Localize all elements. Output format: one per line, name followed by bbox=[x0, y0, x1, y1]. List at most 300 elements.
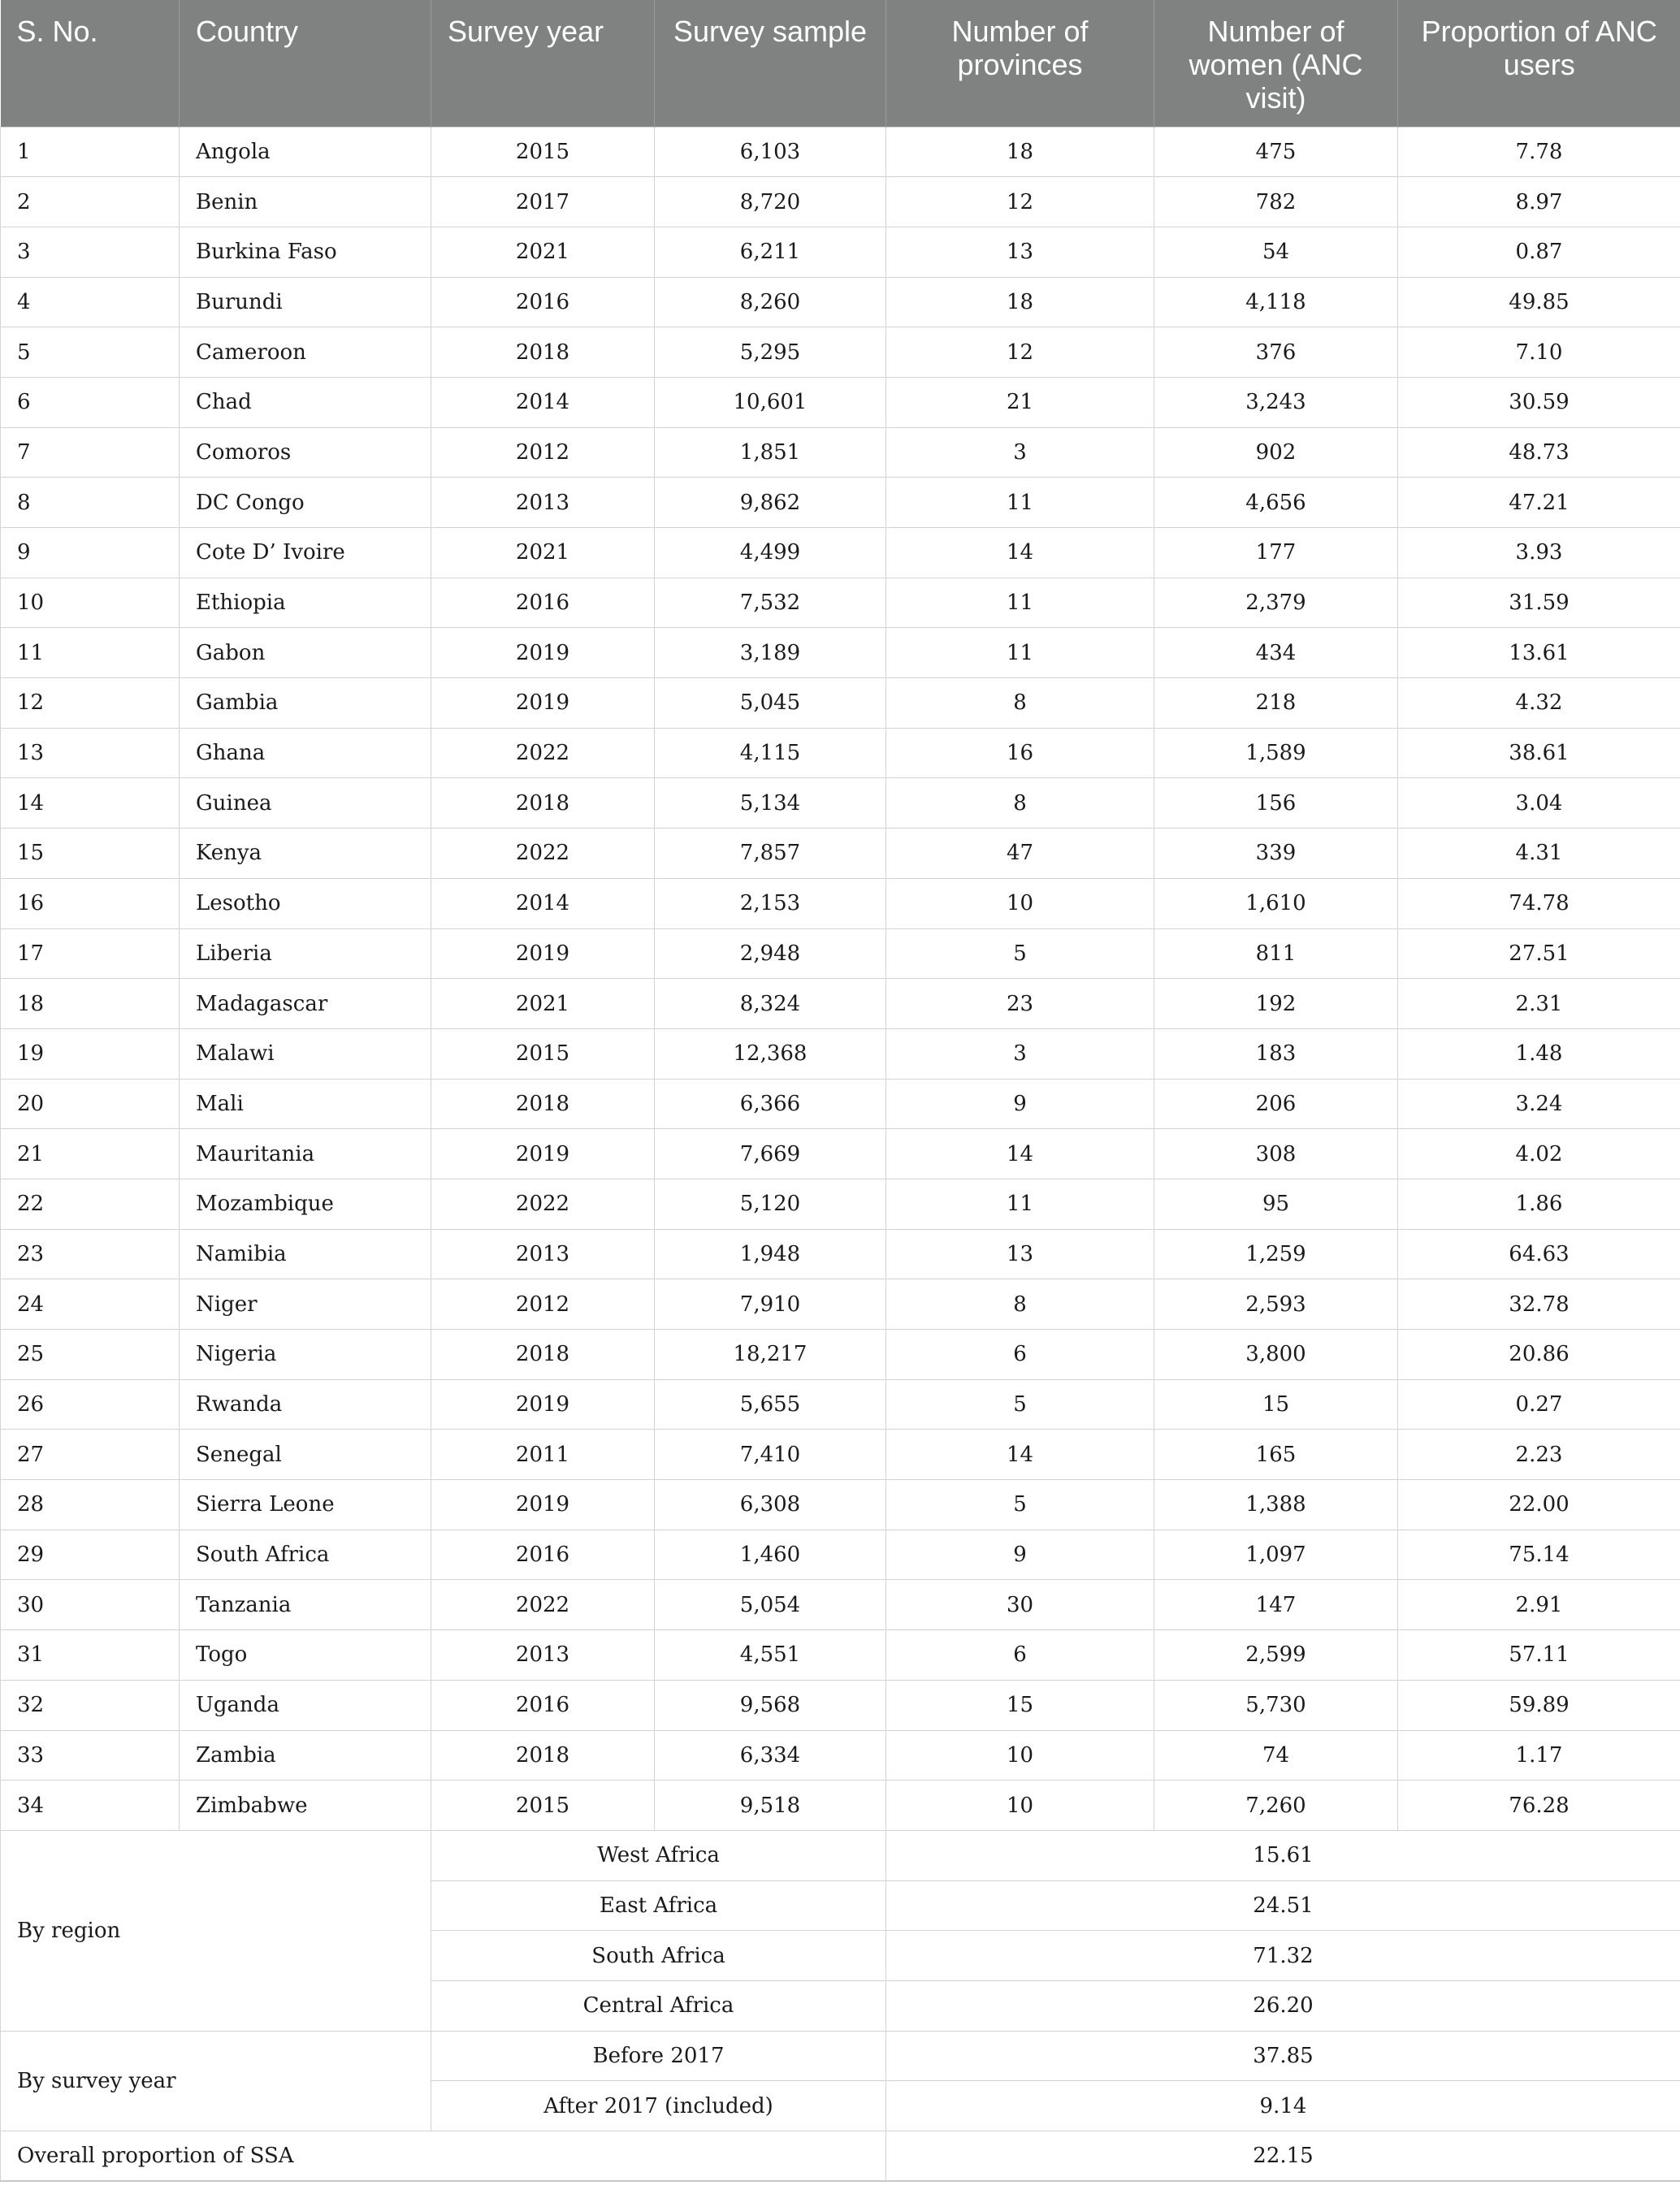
cell-provinces: 16 bbox=[886, 728, 1154, 778]
cell-provinces: 12 bbox=[886, 327, 1154, 378]
cell-women-anc-visit: 3,800 bbox=[1154, 1330, 1398, 1380]
cell-provinces: 5 bbox=[886, 1379, 1154, 1430]
cell-serial-no: 1 bbox=[1, 127, 180, 177]
cell-serial-no: 29 bbox=[1, 1530, 180, 1580]
cell-serial-no: 33 bbox=[1, 1730, 180, 1781]
header-number-of-provinces: Number of provinces bbox=[886, 0, 1154, 127]
cell-proportion-anc-users: 13.61 bbox=[1398, 628, 1680, 678]
cell-serial-no: 10 bbox=[1, 578, 180, 628]
region-group-label: By region bbox=[1, 1830, 431, 2031]
cell-women-anc-visit: 1,259 bbox=[1154, 1229, 1398, 1279]
cell-provinces: 8 bbox=[886, 1279, 1154, 1330]
cell-women-anc-visit: 2,599 bbox=[1154, 1630, 1398, 1681]
cell-country: Lesotho bbox=[180, 878, 431, 928]
cell-women-anc-visit: 74 bbox=[1154, 1730, 1398, 1781]
cell-survey-sample: 8,720 bbox=[655, 177, 886, 227]
table-row bbox=[1, 878, 1680, 928]
cell-survey-year: 2021 bbox=[431, 528, 655, 578]
table-row bbox=[1, 1379, 1680, 1430]
cell-provinces: 5 bbox=[886, 1480, 1154, 1530]
cell-provinces: 18 bbox=[886, 277, 1154, 327]
cell-survey-sample: 1,460 bbox=[655, 1530, 886, 1580]
cell-survey-sample: 4,499 bbox=[655, 528, 886, 578]
cell-serial-no: 19 bbox=[1, 1028, 180, 1079]
cell-serial-no: 28 bbox=[1, 1480, 180, 1530]
cell-serial-no: 4 bbox=[1, 277, 180, 327]
cell-serial-no: 5 bbox=[1, 327, 180, 378]
cell-country: Cameroon bbox=[180, 327, 431, 378]
cell-serial-no: 16 bbox=[1, 878, 180, 928]
cell-women-anc-visit: 192 bbox=[1154, 979, 1398, 1029]
cell-survey-sample: 6,211 bbox=[655, 227, 886, 277]
cell-women-anc-visit: 782 bbox=[1154, 177, 1398, 227]
region-value: 24.51 bbox=[886, 1880, 1680, 1931]
cell-provinces: 13 bbox=[886, 227, 1154, 277]
cell-survey-sample: 6,334 bbox=[655, 1730, 886, 1781]
cell-proportion-anc-users: 1.17 bbox=[1398, 1730, 1680, 1781]
cell-women-anc-visit: 206 bbox=[1154, 1079, 1398, 1129]
table-row bbox=[1, 778, 1680, 829]
cell-women-anc-visit: 95 bbox=[1154, 1179, 1398, 1229]
cell-survey-year: 2011 bbox=[431, 1430, 655, 1480]
cell-women-anc-visit: 4,118 bbox=[1154, 277, 1398, 327]
cell-survey-year: 2019 bbox=[431, 678, 655, 729]
cell-proportion-anc-users: 32.78 bbox=[1398, 1279, 1680, 1330]
cell-serial-no: 7 bbox=[1, 427, 180, 478]
cell-proportion-anc-users: 75.14 bbox=[1398, 1530, 1680, 1580]
cell-survey-year: 2016 bbox=[431, 277, 655, 327]
cell-proportion-anc-users: 38.61 bbox=[1398, 728, 1680, 778]
cell-provinces: 13 bbox=[886, 1229, 1154, 1279]
cell-country: Angola bbox=[180, 127, 431, 177]
header-number-of-women: Number of women (ANC visit) bbox=[1154, 0, 1398, 127]
header-survey-year: Survey year bbox=[431, 0, 655, 127]
cell-survey-sample: 7,532 bbox=[655, 578, 886, 628]
cell-proportion-anc-users: 7.10 bbox=[1398, 327, 1680, 378]
cell-country: DC Congo bbox=[180, 478, 431, 528]
cell-provinces: 47 bbox=[886, 829, 1154, 879]
cell-survey-year: 2013 bbox=[431, 1630, 655, 1681]
cell-proportion-anc-users: 57.11 bbox=[1398, 1630, 1680, 1681]
cell-survey-sample: 10,601 bbox=[655, 377, 886, 427]
cell-survey-sample: 6,366 bbox=[655, 1079, 886, 1129]
cell-serial-no: 18 bbox=[1, 979, 180, 1029]
cell-provinces: 18 bbox=[886, 127, 1154, 177]
cell-country: Ethiopia bbox=[180, 578, 431, 628]
cell-country: Togo bbox=[180, 1630, 431, 1681]
cell-survey-sample: 6,308 bbox=[655, 1480, 886, 1530]
cell-proportion-anc-users: 31.59 bbox=[1398, 578, 1680, 628]
cell-provinces: 6 bbox=[886, 1630, 1154, 1681]
cell-proportion-anc-users: 30.59 bbox=[1398, 377, 1680, 427]
cell-country: Ghana bbox=[180, 728, 431, 778]
cell-survey-sample: 9,862 bbox=[655, 478, 886, 528]
cell-survey-sample: 5,134 bbox=[655, 778, 886, 829]
cell-survey-sample: 7,410 bbox=[655, 1430, 886, 1480]
cell-women-anc-visit: 218 bbox=[1154, 678, 1398, 729]
cell-country: Senegal bbox=[180, 1430, 431, 1480]
table-row bbox=[1, 227, 1680, 277]
cell-provinces: 15 bbox=[886, 1680, 1154, 1730]
cell-survey-sample: 7,669 bbox=[655, 1129, 886, 1179]
cell-serial-no: 22 bbox=[1, 1179, 180, 1229]
cell-women-anc-visit: 3,243 bbox=[1154, 377, 1398, 427]
table-row bbox=[1, 1279, 1680, 1330]
cell-survey-year: 2012 bbox=[431, 1279, 655, 1330]
cell-provinces: 5 bbox=[886, 928, 1154, 979]
cell-serial-no: 24 bbox=[1, 1279, 180, 1330]
cell-survey-year: 2016 bbox=[431, 578, 655, 628]
cell-provinces: 9 bbox=[886, 1079, 1154, 1129]
cell-survey-sample: 5,655 bbox=[655, 1379, 886, 1430]
cell-survey-year: 2019 bbox=[431, 1480, 655, 1530]
cell-serial-no: 15 bbox=[1, 829, 180, 879]
overall-value: 22.15 bbox=[886, 2131, 1680, 2182]
cell-survey-year: 2016 bbox=[431, 1680, 655, 1730]
cell-country: Cote D’ Ivoire bbox=[180, 528, 431, 578]
cell-women-anc-visit: 308 bbox=[1154, 1129, 1398, 1179]
cell-women-anc-visit: 4,656 bbox=[1154, 478, 1398, 528]
cell-country: Burkina Faso bbox=[180, 227, 431, 277]
cell-survey-year: 2014 bbox=[431, 377, 655, 427]
cell-proportion-anc-users: 1.48 bbox=[1398, 1028, 1680, 1079]
cell-country: Chad bbox=[180, 377, 431, 427]
region-value: 71.32 bbox=[886, 1931, 1680, 1981]
cell-proportion-anc-users: 3.24 bbox=[1398, 1079, 1680, 1129]
table-row bbox=[1, 928, 1680, 979]
cell-serial-no: 12 bbox=[1, 678, 180, 729]
cell-survey-year: 2022 bbox=[431, 829, 655, 879]
header-serial-no: S. No. bbox=[1, 0, 180, 127]
summary-row-overall bbox=[1, 2131, 1680, 2182]
cell-serial-no: 23 bbox=[1, 1229, 180, 1279]
region-name: South Africa bbox=[431, 1931, 886, 1981]
cell-serial-no: 32 bbox=[1, 1680, 180, 1730]
cell-proportion-anc-users: 64.63 bbox=[1398, 1229, 1680, 1279]
cell-survey-year: 2022 bbox=[431, 728, 655, 778]
cell-serial-no: 26 bbox=[1, 1379, 180, 1430]
region-value: 26.20 bbox=[886, 1980, 1680, 2031]
cell-survey-year: 2019 bbox=[431, 1379, 655, 1430]
cell-provinces: 9 bbox=[886, 1530, 1154, 1580]
cell-survey-year: 2014 bbox=[431, 878, 655, 928]
cell-provinces: 10 bbox=[886, 878, 1154, 928]
table-row bbox=[1, 678, 1680, 729]
cell-country: Burundi bbox=[180, 277, 431, 327]
cell-survey-year: 2012 bbox=[431, 427, 655, 478]
cell-country: Tanzania bbox=[180, 1580, 431, 1630]
cell-women-anc-visit: 376 bbox=[1154, 327, 1398, 378]
table-row bbox=[1, 1179, 1680, 1229]
cell-serial-no: 20 bbox=[1, 1079, 180, 1129]
table-row bbox=[1, 1430, 1680, 1480]
cell-provinces: 11 bbox=[886, 1179, 1154, 1229]
table-row bbox=[1, 1079, 1680, 1129]
cell-survey-year: 2013 bbox=[431, 1229, 655, 1279]
table-row bbox=[1, 427, 1680, 478]
cell-provinces: 30 bbox=[886, 1580, 1154, 1630]
cell-provinces: 11 bbox=[886, 628, 1154, 678]
cell-provinces: 10 bbox=[886, 1730, 1154, 1781]
region-value: 15.61 bbox=[886, 1830, 1680, 1880]
cell-serial-no: 25 bbox=[1, 1330, 180, 1380]
cell-proportion-anc-users: 8.97 bbox=[1398, 177, 1680, 227]
cell-survey-year: 2016 bbox=[431, 1530, 655, 1580]
cell-women-anc-visit: 1,610 bbox=[1154, 878, 1398, 928]
cell-provinces: 12 bbox=[886, 177, 1154, 227]
cell-proportion-anc-users: 3.04 bbox=[1398, 778, 1680, 829]
cell-survey-year: 2019 bbox=[431, 928, 655, 979]
cell-women-anc-visit: 1,097 bbox=[1154, 1530, 1398, 1580]
table-row bbox=[1, 1480, 1680, 1530]
table-row bbox=[1, 628, 1680, 678]
cell-survey-sample: 6,103 bbox=[655, 127, 886, 177]
cell-provinces: 14 bbox=[886, 1430, 1154, 1480]
table-row bbox=[1, 177, 1680, 227]
cell-proportion-anc-users: 2.23 bbox=[1398, 1430, 1680, 1480]
cell-proportion-anc-users: 20.86 bbox=[1398, 1330, 1680, 1380]
cell-survey-year: 2018 bbox=[431, 778, 655, 829]
header-survey-sample: Survey sample bbox=[655, 0, 886, 127]
cell-provinces: 8 bbox=[886, 678, 1154, 729]
summary-row-survey-year bbox=[1, 2031, 1680, 2081]
cell-survey-sample: 18,217 bbox=[655, 1330, 886, 1380]
cell-provinces: 14 bbox=[886, 528, 1154, 578]
cell-proportion-anc-users: 7.78 bbox=[1398, 127, 1680, 177]
cell-country: Guinea bbox=[180, 778, 431, 829]
cell-proportion-anc-users: 48.73 bbox=[1398, 427, 1680, 478]
cell-women-anc-visit: 54 bbox=[1154, 227, 1398, 277]
table-row bbox=[1, 829, 1680, 879]
cell-survey-year: 2022 bbox=[431, 1580, 655, 1630]
table-row bbox=[1, 1028, 1680, 1079]
table-row bbox=[1, 127, 1680, 177]
cell-serial-no: 9 bbox=[1, 528, 180, 578]
survey-year-value: 9.14 bbox=[886, 2081, 1680, 2131]
cell-survey-sample: 9,518 bbox=[655, 1781, 886, 1831]
cell-serial-no: 8 bbox=[1, 478, 180, 528]
cell-proportion-anc-users: 4.32 bbox=[1398, 678, 1680, 729]
cell-country: Mauritania bbox=[180, 1129, 431, 1179]
cell-serial-no: 2 bbox=[1, 177, 180, 227]
table-row bbox=[1, 1680, 1680, 1730]
cell-proportion-anc-users: 2.31 bbox=[1398, 979, 1680, 1029]
table-row bbox=[1, 1330, 1680, 1380]
cell-provinces: 10 bbox=[886, 1781, 1154, 1831]
cell-survey-sample: 2,153 bbox=[655, 878, 886, 928]
table-row bbox=[1, 979, 1680, 1029]
cell-survey-year: 2018 bbox=[431, 1330, 655, 1380]
cell-survey-sample: 2,948 bbox=[655, 928, 886, 979]
cell-serial-no: 6 bbox=[1, 377, 180, 427]
table-row bbox=[1, 277, 1680, 327]
cell-proportion-anc-users: 74.78 bbox=[1398, 878, 1680, 928]
cell-survey-year: 2022 bbox=[431, 1179, 655, 1229]
cell-serial-no: 31 bbox=[1, 1630, 180, 1681]
cell-country: Liberia bbox=[180, 928, 431, 979]
cell-serial-no: 17 bbox=[1, 928, 180, 979]
cell-provinces: 23 bbox=[886, 979, 1154, 1029]
cell-survey-sample: 1,948 bbox=[655, 1229, 886, 1279]
cell-country: Gabon bbox=[180, 628, 431, 678]
cell-survey-sample: 3,189 bbox=[655, 628, 886, 678]
cell-proportion-anc-users: 2.91 bbox=[1398, 1580, 1680, 1630]
cell-women-anc-visit: 475 bbox=[1154, 127, 1398, 177]
cell-survey-sample: 9,568 bbox=[655, 1680, 886, 1730]
cell-survey-sample: 12,368 bbox=[655, 1028, 886, 1079]
cell-serial-no: 27 bbox=[1, 1430, 180, 1480]
header-country: Country bbox=[180, 0, 431, 127]
cell-country: Malawi bbox=[180, 1028, 431, 1079]
cell-proportion-anc-users: 4.02 bbox=[1398, 1129, 1680, 1179]
cell-provinces: 11 bbox=[886, 578, 1154, 628]
table-row bbox=[1, 1129, 1680, 1179]
cell-country: Rwanda bbox=[180, 1379, 431, 1430]
cell-survey-sample: 1,851 bbox=[655, 427, 886, 478]
cell-women-anc-visit: 2,379 bbox=[1154, 578, 1398, 628]
cell-survey-year: 2015 bbox=[431, 127, 655, 177]
table-row bbox=[1, 578, 1680, 628]
cell-proportion-anc-users: 76.28 bbox=[1398, 1781, 1680, 1831]
cell-women-anc-visit: 434 bbox=[1154, 628, 1398, 678]
cell-women-anc-visit: 2,593 bbox=[1154, 1279, 1398, 1330]
cell-country: Uganda bbox=[180, 1680, 431, 1730]
cell-country: Zambia bbox=[180, 1730, 431, 1781]
cell-proportion-anc-users: 4.31 bbox=[1398, 829, 1680, 879]
cell-provinces: 14 bbox=[886, 1129, 1154, 1179]
cell-survey-sample: 4,115 bbox=[655, 728, 886, 778]
cell-serial-no: 21 bbox=[1, 1129, 180, 1179]
table-row bbox=[1, 1229, 1680, 1279]
cell-country: Madagascar bbox=[180, 979, 431, 1029]
cell-provinces: 21 bbox=[886, 377, 1154, 427]
region-name: West Africa bbox=[431, 1830, 886, 1880]
cell-provinces: 8 bbox=[886, 778, 1154, 829]
cell-country: Niger bbox=[180, 1279, 431, 1330]
cell-country: Benin bbox=[180, 177, 431, 227]
table-row bbox=[1, 1781, 1680, 1831]
overall-label: Overall proportion of SSA bbox=[1, 2131, 886, 2182]
header-row bbox=[1, 0, 1680, 127]
cell-survey-sample: 5,120 bbox=[655, 1179, 886, 1229]
cell-provinces: 11 bbox=[886, 478, 1154, 528]
cell-country: South Africa bbox=[180, 1530, 431, 1580]
table-row bbox=[1, 1730, 1680, 1781]
cell-survey-year: 2021 bbox=[431, 979, 655, 1029]
region-name: Central Africa bbox=[431, 1980, 886, 2031]
header-proportion-anc-users: Proportion of ANC users bbox=[1398, 0, 1680, 127]
cell-women-anc-visit: 183 bbox=[1154, 1028, 1398, 1079]
cell-survey-year: 2019 bbox=[431, 628, 655, 678]
cell-women-anc-visit: 147 bbox=[1154, 1580, 1398, 1630]
cell-survey-sample: 5,045 bbox=[655, 678, 886, 729]
table-row bbox=[1, 728, 1680, 778]
cell-survey-sample: 7,910 bbox=[655, 1279, 886, 1330]
table-row bbox=[1, 528, 1680, 578]
survey-year-value: 37.85 bbox=[886, 2031, 1680, 2081]
cell-proportion-anc-users: 3.93 bbox=[1398, 528, 1680, 578]
table-row bbox=[1, 1530, 1680, 1580]
cell-country: Kenya bbox=[180, 829, 431, 879]
cell-survey-year: 2018 bbox=[431, 1079, 655, 1129]
table-row bbox=[1, 478, 1680, 528]
cell-survey-year: 2013 bbox=[431, 478, 655, 528]
survey-year-period: After 2017 (included) bbox=[431, 2081, 886, 2131]
cell-survey-year: 2018 bbox=[431, 327, 655, 378]
cell-proportion-anc-users: 1.86 bbox=[1398, 1179, 1680, 1229]
cell-survey-year: 2018 bbox=[431, 1730, 655, 1781]
survey-year-group-label: By survey year bbox=[1, 2031, 431, 2131]
region-name: East Africa bbox=[431, 1880, 886, 1931]
cell-survey-sample: 8,260 bbox=[655, 277, 886, 327]
cell-provinces: 3 bbox=[886, 1028, 1154, 1079]
cell-women-anc-visit: 156 bbox=[1154, 778, 1398, 829]
cell-women-anc-visit: 165 bbox=[1154, 1430, 1398, 1480]
summary-row-region bbox=[1, 1830, 1680, 1880]
cell-country: Zimbabwe bbox=[180, 1781, 431, 1831]
cell-country: Namibia bbox=[180, 1229, 431, 1279]
cell-country: Nigeria bbox=[180, 1330, 431, 1380]
cell-serial-no: 30 bbox=[1, 1580, 180, 1630]
cell-serial-no: 13 bbox=[1, 728, 180, 778]
cell-survey-sample: 7,857 bbox=[655, 829, 886, 879]
survey-year-period: Before 2017 bbox=[431, 2031, 886, 2081]
cell-survey-sample: 5,054 bbox=[655, 1580, 886, 1630]
cell-survey-year: 2019 bbox=[431, 1129, 655, 1179]
cell-survey-year: 2017 bbox=[431, 177, 655, 227]
cell-women-anc-visit: 177 bbox=[1154, 528, 1398, 578]
cell-proportion-anc-users: 47.21 bbox=[1398, 478, 1680, 528]
cell-survey-year: 2015 bbox=[431, 1028, 655, 1079]
cell-proportion-anc-users: 27.51 bbox=[1398, 928, 1680, 979]
table-row bbox=[1, 327, 1680, 378]
cell-women-anc-visit: 339 bbox=[1154, 829, 1398, 879]
cell-women-anc-visit: 5,730 bbox=[1154, 1680, 1398, 1730]
cell-survey-year: 2015 bbox=[431, 1781, 655, 1831]
cell-country: Sierra Leone bbox=[180, 1480, 431, 1530]
cell-survey-sample: 5,295 bbox=[655, 327, 886, 378]
cell-women-anc-visit: 15 bbox=[1154, 1379, 1398, 1430]
table-row bbox=[1, 377, 1680, 427]
cell-survey-sample: 4,551 bbox=[655, 1630, 886, 1681]
cell-country: Mozambique bbox=[180, 1179, 431, 1229]
cell-women-anc-visit: 1,388 bbox=[1154, 1480, 1398, 1530]
cell-serial-no: 14 bbox=[1, 778, 180, 829]
cell-survey-year: 2021 bbox=[431, 227, 655, 277]
table-row bbox=[1, 1580, 1680, 1630]
cell-proportion-anc-users: 0.27 bbox=[1398, 1379, 1680, 1430]
cell-provinces: 6 bbox=[886, 1330, 1154, 1380]
cell-women-anc-visit: 902 bbox=[1154, 427, 1398, 478]
cell-country: Comoros bbox=[180, 427, 431, 478]
cell-country: Gambia bbox=[180, 678, 431, 729]
cell-women-anc-visit: 811 bbox=[1154, 928, 1398, 979]
cell-proportion-anc-users: 59.89 bbox=[1398, 1680, 1680, 1730]
table-header bbox=[1, 0, 1680, 127]
cell-women-anc-visit: 7,260 bbox=[1154, 1781, 1398, 1831]
cell-women-anc-visit: 1,589 bbox=[1154, 728, 1398, 778]
cell-proportion-anc-users: 49.85 bbox=[1398, 277, 1680, 327]
cell-provinces: 3 bbox=[886, 427, 1154, 478]
cell-serial-no: 11 bbox=[1, 628, 180, 678]
cell-serial-no: 34 bbox=[1, 1781, 180, 1831]
cell-survey-sample: 8,324 bbox=[655, 979, 886, 1029]
cell-proportion-anc-users: 0.87 bbox=[1398, 227, 1680, 277]
table-body bbox=[1, 127, 1680, 2181]
table-row bbox=[1, 1630, 1680, 1681]
cell-country: Mali bbox=[180, 1079, 431, 1129]
cell-serial-no: 3 bbox=[1, 227, 180, 277]
